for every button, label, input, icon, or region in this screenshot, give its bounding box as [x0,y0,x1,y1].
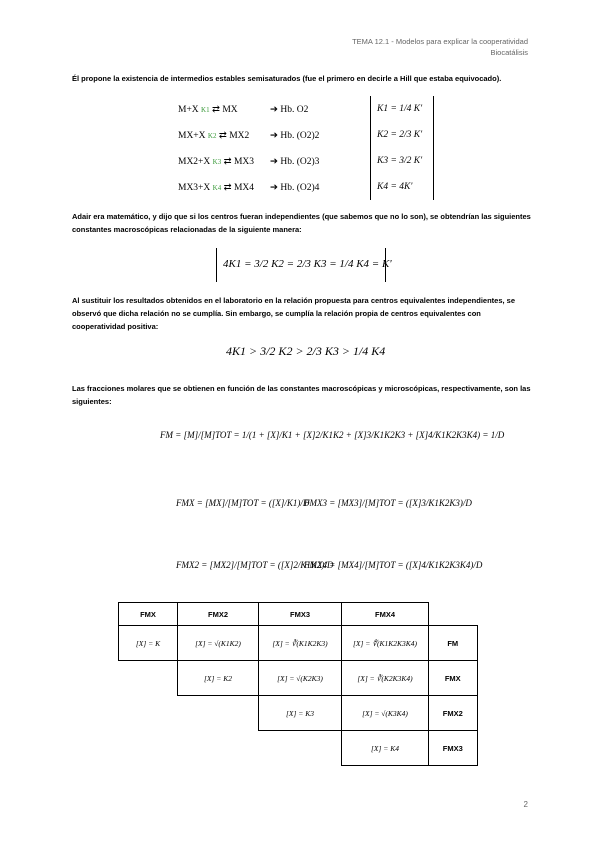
table-cell: [X] = ∛(K1K2K3) [259,626,342,661]
table-row-label: FMX [429,661,478,696]
fractions-paragraph: Las fracciones molares que se obtienen en función de las constantes macroscópicas y microscópicas, respectivamente, son las siguientes: [72,384,531,406]
cooperative-equation: 4K1 > 3/2 K2 > 2/3 K3 > 1/4 K4 [226,344,386,358]
fraction-fmx2: FMX2 = [MX2]/[M]TOT = ([X]2/K1K2)/D [176,560,334,570]
equilibrium-4: MX3+X K4 ⇄ MX4 [178,183,254,193]
table-header: FMX2 [178,603,259,626]
independent-equation-box [216,248,392,282]
equilibrium-1: M+X K1 ⇄ MX [178,105,238,115]
equilibrium-3-result: ➔ Hb. (O2)3 [270,157,320,167]
half-saturation-table [118,602,478,766]
macro-relation-1: K1 = 1/4 K' [377,104,423,114]
table-header: FMX4 [342,603,429,626]
equilibrium-4-result: ➔ Hb. (O2)4 [270,183,320,193]
fraction-fmx: FMX = [MX]/[M]TOT = ([X]/K1)/D [176,498,310,508]
fraction-fm: FM = [M]/[M]TOT = 1/(1 + [X]/K1 + [X]2/K1K2 + [X]3/K1K2K3 + [X]4/K1K2K3K4) = 1/D [160,430,505,440]
table-row [119,626,478,661]
fraction-fmx4: FMX4 = [MX4]/[M]TOT = ([X]4/K1K2K3K4)/D [304,560,483,570]
table-cell: [X] = ∛(K2K3K4) [342,661,429,696]
page-number: 2 [523,800,528,809]
equilibrium-1-result: ➔ Hb. O2 [270,105,309,115]
header-subject: Biocatálisis [490,48,528,57]
independent-paragraph: Adair era matemático, y dijo que si los centros fueran independientes (que sabemos que no lo son), se obtendrían las siguientes constantes macroscópicas relacionadas de la siguiente manera: [72,212,531,234]
table-cell: [X] = K2 [178,661,259,696]
table-cell: [X] = K4 [342,731,429,766]
table-row-label: FM [429,626,478,661]
table-row [119,661,478,696]
macro-relation-4: K4 = 4K' [377,182,413,192]
table-cell: [X] = K3 [259,696,342,731]
independent-equation: 4K1 = 3/2 K2 = 2/3 K3 = 1/4 K4 = K' [223,258,392,270]
table-cell: [X] = ∜(K1K2K3K4) [342,626,429,661]
macro-relations-box [370,96,434,200]
equilibrium-2: MX+X K2 ⇄ MX2 [178,131,250,141]
fraction-fmx3: FMX3 = [MX3]/[M]TOT = ([X]3/K1K2K3)/D [304,498,472,508]
table-cell: [X] = √(K3K4) [342,696,429,731]
table-cell: [X] = √(K1K2) [178,626,259,661]
macro-relation-2: K2 = 2/3 K' [377,130,423,140]
table-row-label: FMX2 [429,696,478,731]
table-row [119,696,478,731]
cooperative-paragraph: Al sustituir los resultados obtenidos en el laboratorio en la relación propuesta para centros equivalentes independientes, se observó que dicha relación no se cumplía. Sin embargo, se cumplía la relación propia de centros equivalentes con cooperatividad positiva: [72,296,516,331]
intro-paragraph: Él propone la existencia de intermedios estables semisaturados (fue el primero en decirle a Hill que estaba equivocado). [72,74,502,83]
table-header-row [119,603,478,626]
table-row-label: FMX3 [429,731,478,766]
table-row [119,731,478,766]
table-cell: [X] = K [119,626,178,661]
header-title: TEMA 12.1 - Modelos para explicar la cooperatividad [352,37,528,46]
equilibrium-3: MX2+X K3 ⇄ MX3 [178,157,254,167]
page-header [352,36,528,58]
table-header: FMX [119,603,178,626]
macro-relation-3: K3 = 3/2 K' [377,156,423,166]
table-cell: [X] = √(K2K3) [259,661,342,696]
table-header: FMX3 [259,603,342,626]
equilibrium-2-result: ➔ Hb. (O2)2 [270,131,320,141]
